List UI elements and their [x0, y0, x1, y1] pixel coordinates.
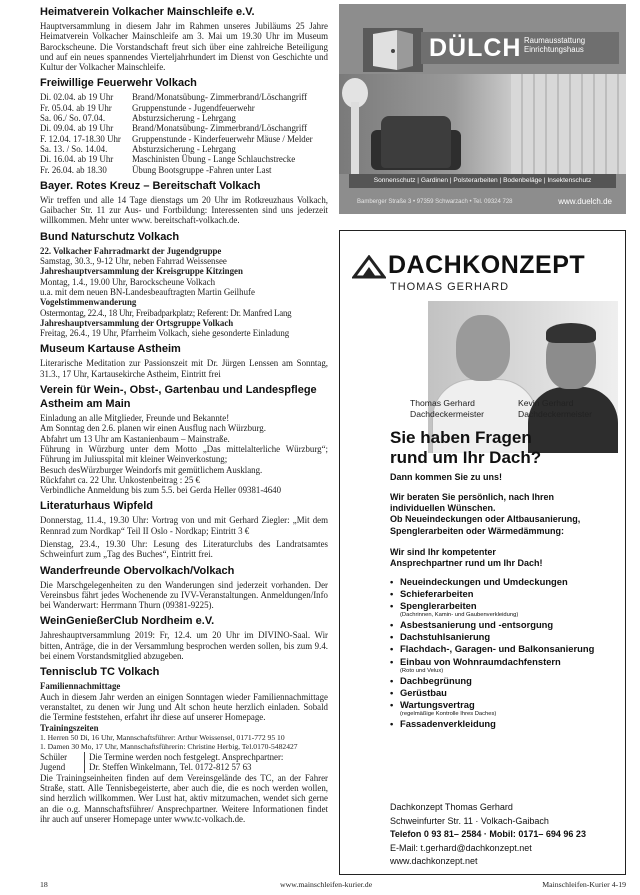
section-wanderfreunde — [40, 564, 328, 611]
section-title: Verein für Wein-, Obst-, Gartenbau und Landespflege Astheim am Main — [40, 384, 317, 411]
intro-line: Wir beraten Sie persönlich, nach Ihren — [390, 492, 554, 502]
section-title: Bayer. Rotes Kreuz – Bereitschaft Volkach — [40, 179, 261, 192]
text-line: Verbindliche Anmeldung bis zum 5.5. bei Gerda Heller 09381-4640 — [40, 485, 282, 496]
event-title: Vogelstimmenwanderung — [40, 297, 137, 308]
intro-line: individuellen Wünschen. — [390, 503, 496, 514]
service-item: • Schieferarbeiten — [390, 588, 620, 600]
contact-address: Schweinfurter Str. 11 · Volkach-Gaibach — [390, 815, 549, 826]
schedule-date: Di. 09.04. ab 19 Uhr — [40, 123, 114, 134]
service-note: (Dachrinnen, Kamin- und Gaubenverkleidung) — [400, 612, 519, 619]
section-text: Die Marschgelegenheiten zu den Wanderungen sind jederzeit vorhanden. Der Vereinsbus fährt jedes Wochenende zu IVV-Veranstaltungen. Anmeldungen/Info bei Wanderwart: Herrmann Thurn (09381-9225). — [40, 579, 328, 611]
subtitle-line: Raumausstattung — [524, 36, 586, 45]
event-title: 22. Volkacher Fahrradmarkt der Jugendgruppe — [40, 245, 222, 256]
event-detail: u.a. mit dem neuen BN-Landesbeauftragten Martin Geilhufe — [40, 286, 255, 297]
blinds-decoration — [511, 74, 626, 174]
dachkonzept-brand: DACHKONZEPT — [388, 251, 586, 279]
ad-partner — [390, 547, 543, 569]
schedule-date: Di. 02.04. ab 19 Uhr — [40, 92, 114, 103]
person-role: Dachdeckermeister — [410, 409, 485, 419]
intro-line: Ob Neueindeckungen oder Altbausanierung, — [390, 514, 581, 525]
event-detail: Ostermontag, 22.4., 18 Uhr, Freibadparkplatz; Referent: Dr. Manfred Lang — [40, 307, 292, 318]
training-groups — [40, 752, 85, 773]
service-item: • Spenglerarbeiten (Dachrinnen, Kamin- und Gaubenverkleidung) — [390, 600, 620, 619]
partner-line: Wir sind Ihr kompetenter — [390, 547, 496, 557]
service-item: • Einbau von Wohnraumdachfenstern (Roto und Velux) — [390, 656, 620, 675]
section-literaturhaus — [40, 499, 328, 559]
schedule-date: Sa. 06./ So. 07.04. — [40, 113, 106, 124]
section-gartenbau — [40, 383, 328, 495]
footer-issue: Mainschleifen-Kurier 4-19 — [542, 880, 626, 889]
subtitle-line: Einrichtungshaus — [524, 45, 584, 54]
section-title: Heimatverein Volkacher Mainschleife e.V. — [40, 6, 255, 18]
event-detail: Samstag, 30.3., 9-12 Uhr, neben Fahrrad Weissensee — [40, 256, 227, 267]
contact-email[interactable]: E-Mail: t.gerhard@dachkonzept.net — [390, 842, 532, 853]
section-text: Hauptversammlung in diesem Jahr im Rahmen unseres Jubiläums 25 Jahre Heimatverein Volkacher Mainschleife am 3. Mai um 19.30 Uhr im Museum Barockscheune. Die Vorstandschaft freut sich über eine zahlreiche Beteiligung und auf ein neues spannendes Vierteljahrhundert im Dienst von Geschichte und Kultur der Volkacher Mainschleife. — [40, 21, 328, 73]
duelch-brand: DÜLCH — [421, 32, 619, 64]
armchair-back — [381, 116, 451, 168]
section-title: Literaturhaus Wipfeld — [40, 500, 153, 513]
service-item: • Wartungsvertrag (regelmäßige Kontrolle Ihres Daches) — [390, 699, 620, 718]
schedule-date: Fr. 26.04. ab 18.30 — [40, 164, 107, 175]
person2-caption — [518, 398, 592, 420]
duelch-address: Bamberger Straße 3 • 97359 Schwarzach • Tel. 09324 728 — [357, 199, 513, 205]
schedule-date: Fr. 05.04. ab 19 Uhr — [40, 102, 112, 113]
schedule-event: Gruppenstunde - Kinderfeuerwehr Mäuse / Melder — [132, 133, 313, 144]
services-list — [390, 576, 620, 730]
event-title: Jahreshauptversammlung der Ortsgruppe Volkach — [40, 317, 234, 328]
partner-line: Ansprechpartner rund um Ihr Dach! — [390, 558, 543, 569]
page-number: 18 — [40, 880, 48, 889]
section-title: WeinGenießerClub Nordheim e.V. — [40, 615, 215, 628]
schedule-event: Maschinisten Übung - Lange Schlauchstrecke — [132, 154, 296, 165]
section-text: Wir treffen und alle 14 Tage dienstags um 20 Uhr im Rotkreuzhaus Volkach, Gaibacher Str. 11 zur Aus- und Fortbildung: Interessenten sind uns jederzeit willkommen. Mehr unter www. bereitschaft-volkach.de. — [40, 194, 328, 226]
duelch-logo-icon — [361, 26, 425, 74]
event-title: Jahreshauptversammlung der Kreisgruppe Kitzingen — [40, 266, 243, 277]
footer-url[interactable]: www.mainschleifen-kurier.de — [280, 880, 373, 889]
training-line: 1. Damen 30 Mo, 17 Uhr, Mannschaftsführerin: Christine Herbig, Tel.0170-5482427 — [40, 742, 298, 752]
section-brk — [40, 179, 328, 226]
ad-dachkonzept — [339, 230, 626, 875]
text-line: Besuch desWürzburger Weindorfs mit gemütlichem Ausklang. — [40, 464, 263, 475]
schedule-event: Übung Bootsgruppe -Fahren unter Last — [132, 164, 272, 175]
service-note: (regelmäßige Kontrolle Ihres Daches) — [400, 710, 497, 717]
section-kartause — [40, 342, 328, 379]
left-column — [40, 3, 328, 828]
schedule-date: Di. 16.04. ab 19 Uhr — [40, 154, 114, 165]
section-text: Die Trainingseinheiten finden auf dem Vereinsgelände des TC, an der Fahrer Straße, statt. Alle Tennisbegeisterte, aber auch die, die es noch werden wollen, sind herzlich willkommen. Wer Lust hat, aktiv mitzumachen, wendet sich gerne an die o.g. Mannschaftsführer/ Ansprechpartner. Weitere Informationen findet ihr auch auf unserer Homepage unter www.tc-volkach.de. — [40, 772, 328, 824]
group-label: Jugend — [40, 762, 66, 773]
section-feuerwehr — [40, 76, 328, 174]
ad-intro — [390, 492, 580, 537]
service-item: • Gerüstbau — [390, 687, 620, 699]
section-naturschutz — [40, 230, 328, 339]
person1-caption — [410, 398, 484, 420]
ad-duelch — [339, 4, 626, 214]
headline-line: rund um Ihr Dach? — [390, 448, 542, 467]
contact-company: Dachkonzept Thomas Gerhard — [390, 802, 513, 812]
schedule-date: F. 12.04. 17-18.30 Uhr — [40, 133, 121, 144]
training-line: 1. Herren 50 Di, 16 Uhr, Mannschaftsführer: Arthur Weissensel, 0171-772 95 10 — [40, 732, 285, 742]
text-line: Einladung an alle Mitglieder, Freunde und Bekannte! — [40, 413, 230, 424]
duelch-subtitle — [524, 36, 585, 54]
service-note: (Roto und Velux) — [400, 667, 444, 674]
person2-hair — [546, 323, 596, 343]
subheading: Familiennachmittage — [40, 681, 121, 692]
roof-logo-icon — [352, 255, 386, 279]
text-line: Rückfahrt ca. 22 Uhr. Unkostenbeitrag : 25 € — [40, 474, 200, 485]
person1-head — [456, 315, 510, 381]
contact-phone[interactable]: Telefon 0 93 81– 2584 · Mobil: 0171– 694 96 23 — [390, 829, 586, 839]
training-note — [85, 752, 283, 773]
contact-block — [390, 801, 586, 869]
headline-line: Sie haben Fragen — [390, 428, 532, 447]
event-detail: Montag, 1.4., 19.00 Uhr, Barockscheune Volkach — [40, 276, 216, 287]
dachkonzept-owner: THOMAS GERHARD — [390, 281, 510, 293]
schedule-table — [40, 92, 328, 174]
schedule-event: Absturzsicherung - Lehrgang — [132, 143, 236, 154]
service-item: • Neueindeckungen und Umdeckungen — [390, 576, 620, 588]
section-tennisclub — [40, 665, 328, 824]
text-line: Führung in Würzburg unter dem Motto „Das mittelalterliche Würzburg“; Führung im Juliusspital mit kleiner Weinverkostung; — [40, 443, 328, 465]
section-title: Wanderfreunde Obervolkach/Volkach — [40, 564, 235, 577]
section-text: Dienstag, 23.4., 19.30 Uhr: Lesung des Literaturclubs des Landratsamtes Schweinfurt zum „Tag des Buches“, Eintritt frei. — [40, 538, 328, 560]
schedule-event: Gruppenstunde - Jugendfeuerwehr — [132, 102, 255, 113]
section-text: Jahreshauptversammlung 2019: Fr, 12.4. um 20 Uhr im DIVINO-Saal. Wir bitten, Anträge, die in der Versammlung besprochen werden sollen, bis zum 9.4. bei einem Vorstandsmitglied abzugeben. — [40, 630, 328, 662]
service-item: • Asbestsanierung und -entsorgung — [390, 619, 620, 631]
section-title: Tennisclub TC Volkach — [40, 666, 160, 679]
schedule-date: Sa. 13. / So. 14.04. — [40, 143, 108, 154]
section-title: Museum Kartause Astheim — [40, 343, 181, 356]
services-bar: Sonnenschutz | Gardinen | Polsterarbeiten | Bodenbeläge | Insektenschutz — [349, 174, 616, 188]
service-item: • Fassadenverkleidung — [390, 718, 620, 730]
training-youth — [40, 752, 328, 773]
section-text: Donnerstag, 11.4., 19.30 Uhr: Vortrag von und mit Gerhard Ziegler: „Mit dem Rennrad zum Nordkap“ Teil II Oslo - Nordkap; Eintritt 3 € — [40, 515, 328, 536]
schedule-event: Brand/Monatsübung- Zimmerbrand/Löschangriff — [132, 92, 308, 103]
person-name: Kevin Gerhard — [518, 398, 574, 408]
section-title: Bund Naturschutz Volkach — [40, 230, 180, 243]
schedule-event: Brand/Monatsübung- Zimmerbrand/Löschangriff — [132, 123, 308, 134]
section-weingeniesser — [40, 614, 328, 661]
ad-lead: Dann kommen Sie zu uns! — [390, 472, 503, 482]
event-detail: Freitag, 26.4., 19 Uhr, Pfarrheim Volkach, siehe gesonderte Einladung — [40, 328, 290, 339]
person-name: Thomas Gerhard — [410, 398, 475, 408]
person-role: Dachdeckermeister — [518, 409, 593, 419]
contact-website[interactable]: www.dachkonzept.net — [390, 856, 478, 866]
subheading: Trainingszeiten — [40, 722, 99, 733]
person2-figure — [528, 387, 618, 453]
vase-decoration — [351, 102, 359, 174]
duelch-website: www.duelch.de — [558, 197, 612, 206]
section-text: Auch in diesem Jahr werden an einigen Sonntagen wieder Familiennachmittage veranstaltet, zu denen wir Jung und Alt schon heute herzlich einladen. Sobald die Termine feststehen, erfahrt ihr diese auf unserer Homepage. — [40, 691, 328, 723]
ad-headline — [390, 428, 541, 468]
section-title: Freiwillige Feuerwehr Volkach — [40, 77, 197, 90]
group-label: Schüler — [40, 752, 68, 763]
service-item: • Dachbegrünung — [390, 675, 620, 687]
intro-line: Spenglerarbeiten oder Wärmedämmung: — [390, 525, 565, 536]
note-line: Die Termine werden noch festgelegt. Ansprechpartner: — [89, 752, 284, 763]
service-item: • Flachdach-, Garagen- und Balkonsanierung — [390, 643, 620, 655]
schedule-event: Absturzsicherung - Lehrgang — [132, 113, 236, 124]
note-line: Dr. Steffen Winkelmann, Tel. 0172-812 57 63 — [89, 762, 252, 773]
text-line: Am Sonntag den 2.6. planen wir einen Ausflug nach Würzburg. — [40, 423, 266, 434]
text-line: Abfahrt um 13 Uhr am Kastanienbaum – Mainstraße. — [40, 433, 230, 444]
service-item: • Dachstuhlsanierung — [390, 631, 620, 643]
section-text: Literarische Meditation zur Passionszeit mit Dr. Jürgen Lenssen am Sonntag, 31.3., 17 Uhr, Kartausekirche Astheim, Eintritt frei — [40, 358, 328, 379]
section-heimatverein — [40, 5, 328, 72]
